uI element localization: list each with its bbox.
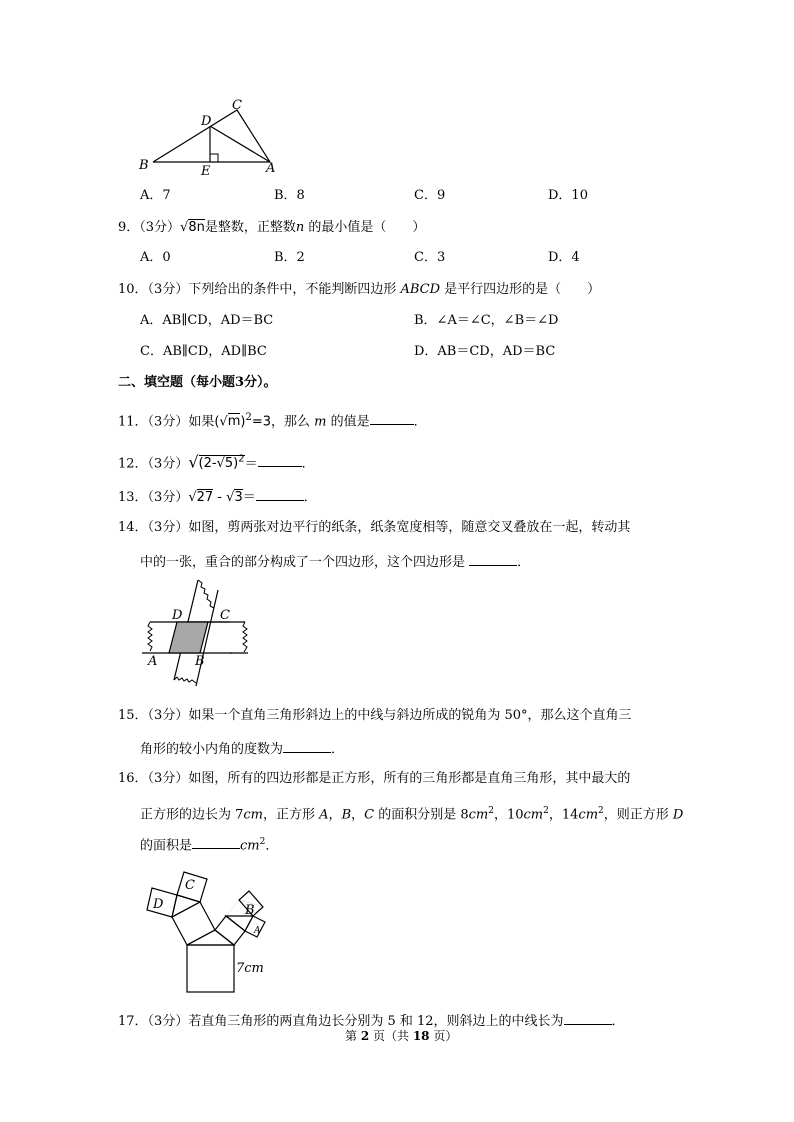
unit-cm: cm [240,838,260,854]
q16-line2-c: 的面积分别是 8 [374,807,469,823]
q14-line2: 中的一张，重合的部分构成了一个四边形，这个四边形是 [140,555,470,570]
q9-option-d: D．4 [548,250,580,265]
q11-exp: 2 [245,412,252,423]
q12-exp: 2 [238,454,245,465]
q9-option-b: B．2 [274,250,305,265]
q10-option-d: D．AB＝CD，AD＝BC [414,344,556,359]
q15-end: ． [331,742,345,757]
q9-option-a: A．0 [140,250,171,265]
section-title: 二、填空题（每小题3分）。 [118,375,277,390]
q16-answer-blank[interactable] [192,836,240,849]
label-b: B [195,654,205,669]
unit-cm: cm [578,807,599,823]
q10-number: 10．（3分） [118,282,189,297]
unit-cm: cm [243,807,264,823]
q14-number: 14．（3分） [118,520,189,535]
label-a: A [148,654,158,669]
q16-line2-a: 正方形的边长为 7 [140,807,244,823]
q10-option-a: A．AB∥CD，AD＝BC [140,313,274,328]
question-14-line2 [140,553,530,571]
q10-option-b: B．∠A＝∠C，∠B＝∠D [414,313,559,328]
footer-total: 18 [412,1029,430,1043]
q8-option-a: A．7 [140,188,171,203]
q12-inner: (2- [198,456,217,472]
q16-line2-b: ，正方形 [263,807,320,823]
q11-text-a: 如果 [188,414,215,430]
q13-minus: - [213,490,227,505]
q11-text-b: ，那么 [271,414,315,430]
footer-text-a: 第 [345,1029,361,1043]
label-d: D [201,114,212,129]
q8-option-d: D．10 [548,188,588,203]
q16-line2-d: ，10 [493,807,524,823]
question-10 [118,282,600,298]
q17-number: 17．（3分） [118,1014,189,1029]
question-9 [118,220,425,236]
q16-end: ． [265,838,279,854]
q11-expr-a: ( [214,414,220,430]
q8-option-b: B．8 [274,188,305,203]
q12-answer-blank[interactable] [258,454,302,467]
label-a: A [254,926,261,936]
square-a: A [319,807,329,823]
q13-rad2: 3 [234,490,243,505]
question-16-line3 [140,834,278,854]
q12-text-a: ＝ [244,456,258,472]
square-d: D [672,807,684,823]
q17-answer-blank[interactable] [564,1012,612,1025]
q11-expr-b: ) [240,414,246,430]
q13-text-a: ＝ [242,490,256,505]
sup-2: 2 [259,837,266,847]
q16-line2-e: ，14 [548,807,579,823]
q9-text-a: 是整数，正整数 [204,220,296,235]
q17-end: ． [611,1014,625,1029]
label-c: C [220,608,230,623]
label-d: D [172,608,183,623]
label-d: D [153,897,164,912]
q9-text-b: 的最小值是（ ） [304,220,426,235]
triangle-figure-q8 [130,95,290,185]
question-11: 11．（3分）如果$(√m)^2=3$，那么 m 的值是 ． [118,412,427,430]
q9-option-c: C．3 [414,250,446,265]
q11-var: m [314,414,327,430]
square-c: C [364,807,375,823]
square-b: B [341,807,352,823]
unit-cm: cm [523,807,544,823]
q11-answer-blank[interactable] [370,412,414,425]
q17-text: 若直角三角形的两直角边长分别为 5 和 12，则斜边上的中线长为 [188,1014,564,1029]
q11-text-c: 的值是 [326,414,370,430]
q12-inner-close: ) [233,456,239,472]
label-c: C [232,98,242,113]
sup-2: 2 [488,806,494,816]
q16-number: 16．（3分） [118,771,189,786]
q15-line1: 如果一个直角三角形斜边上的中线与斜边所成的锐角为 50°，那么这个直角三 [188,708,632,723]
pythagoras-squares-figure-q16 [135,862,285,997]
sup-2: 2 [543,806,549,816]
label-e: E [201,164,211,179]
q13-number: 13．（3分） [118,490,189,505]
q12-text-b: ． [301,456,315,472]
label-b: B [139,158,149,173]
q12-number: 12．（3分） [118,456,189,472]
q10-var: ABCD [400,282,441,297]
q13-text-b: ． [303,490,317,505]
question-16-line2: 正方形的边长为 7cm，正方形 A，B，C 的面积分别是 $8cm^2$，$10cm^2$，$14cm^2$，则正方形 D [140,806,684,823]
label-7cm: 7cm [236,961,264,976]
q9-radicand: 8n [188,220,205,235]
q8-option-c: C．9 [414,188,446,203]
label-a: A [266,161,276,176]
q11-radicand: m [227,414,241,430]
q10-option-c: C．AB∥CD，AD∥BC [140,344,267,359]
q11-text-d: ． [413,414,427,430]
q12-inner-rad: 5 [224,456,234,472]
q15-line2: 角形的较小内角的度数为 [140,742,284,757]
q11-number: 11．（3分） [118,414,189,430]
question-16 [118,771,630,787]
q14-line1: 如图，剪两张对边平行的纸条，纸条宽度相等，随意交叉叠放在一起，转动其 [188,520,631,535]
q16-line3-a: 的面积是 [140,838,193,854]
q14-end: ． [517,555,531,570]
q16-line2-f: ，则正方形 [603,807,673,823]
q10-text-b: 是平行四边形的是（ ） [440,282,601,297]
question-12: 12．（3分）$√(2-√5)^2=$ ． [118,452,315,472]
q14-answer-blank[interactable] [469,553,517,566]
footer-text-c: 页） [429,1029,458,1043]
question-15 [118,708,632,724]
q11-expr-c: =3 [251,414,272,430]
q9-number: 9．（3分） [118,220,181,235]
footer-page: 2 [360,1029,370,1043]
sqrt-8n: √8n [180,220,205,235]
q13-answer-blank[interactable] [256,488,304,501]
q9-var: n [295,220,305,235]
q10-text-a: 下列给出的条件中，不能判断四边形 [188,282,401,297]
question-13: 13．（3分）√27 - √3＝ ． [118,490,317,505]
q15-number: 15．（3分） [118,708,189,723]
q15-answer-blank[interactable] [283,740,331,753]
question-15-line2 [140,740,344,758]
question-14 [118,520,630,536]
label-b: B [245,903,255,918]
label-c: C [185,878,195,893]
unit-cm: cm [468,807,489,823]
paper-strips-figure-q14 [140,580,280,690]
sup-2: 2 [598,806,604,816]
page-footer [345,1028,457,1044]
footer-text-b: 页（共 [369,1029,413,1043]
q16-line1: 如图，所有的四边形都是正方形，所有的三角形都是直角三角形，其中最大的 [188,771,631,786]
q13-rad1: 27 [196,490,214,505]
